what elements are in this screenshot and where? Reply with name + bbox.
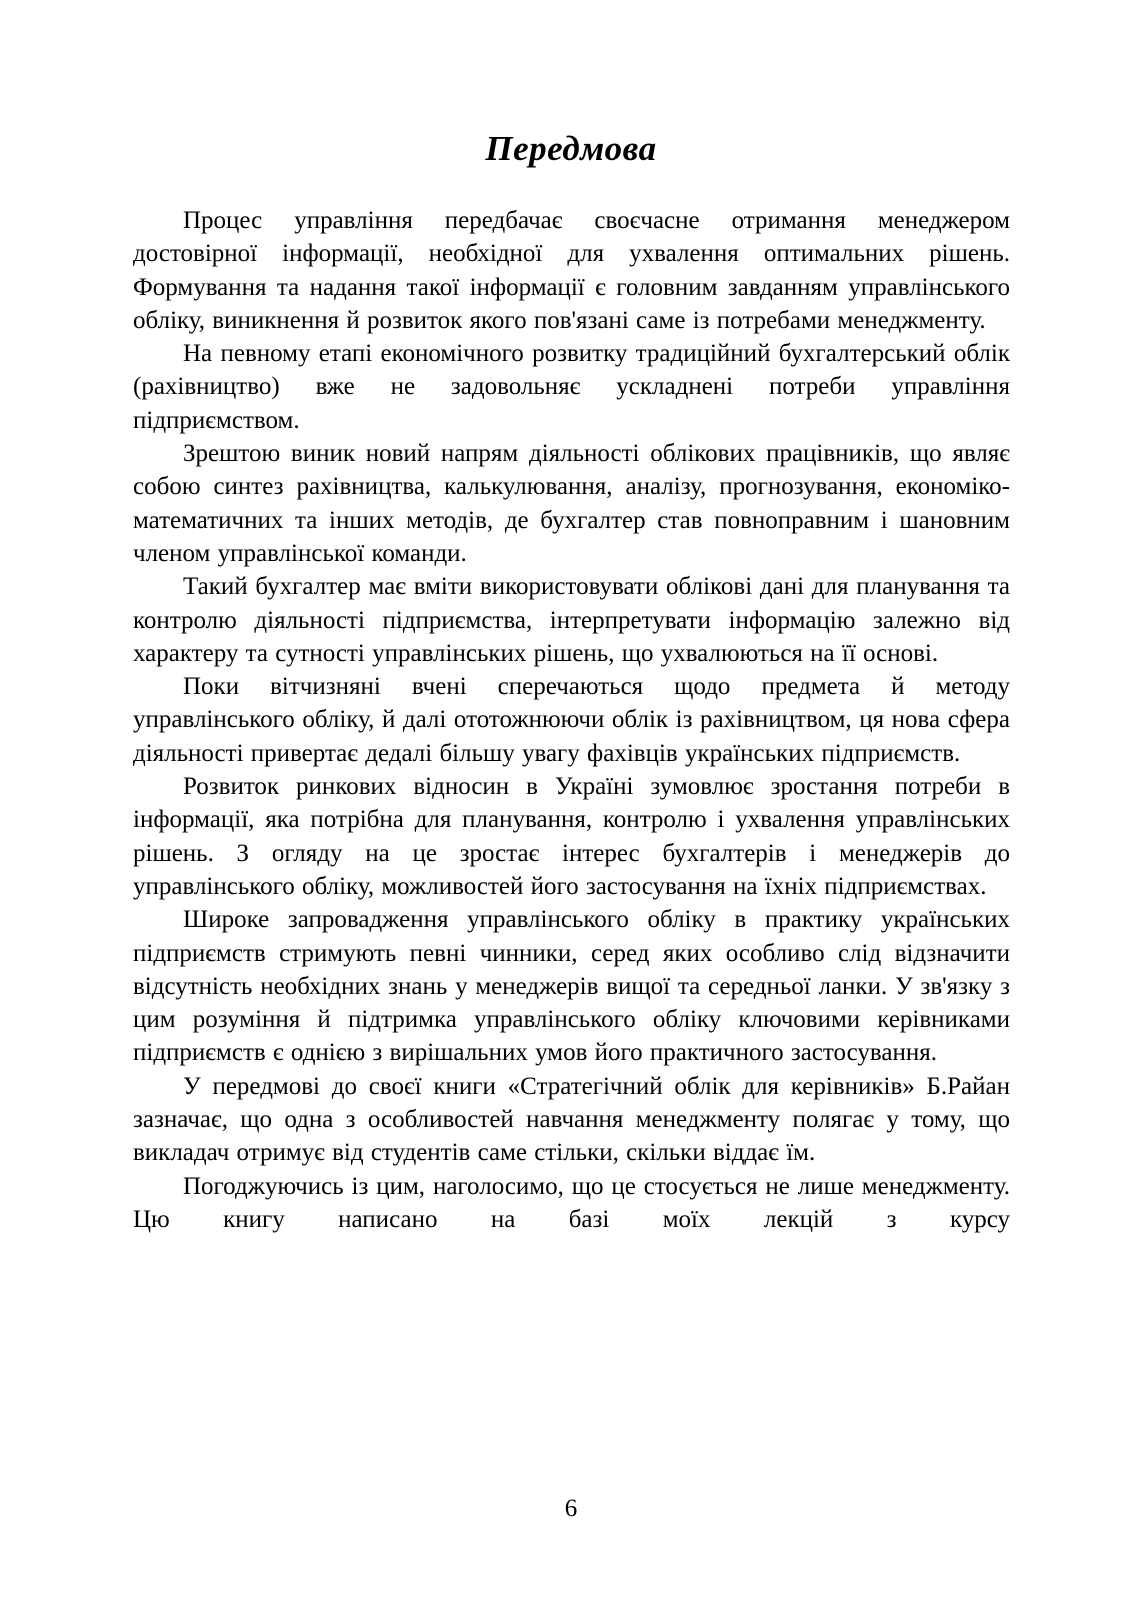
paragraph: Процес управління передбачає своєчасне отримання менеджером достовірної інформації, необхідної для ухвалення оптимальних рішень. Формування та надання такої інформації є головним завданням управлінського обліку, виникнення й розвиток якого пов'язані саме із потребами менеджменту.: [133, 207, 1010, 334]
paragraph: Такий бухгалтер має вміти використовувати облікові дані для планування та контролю діяльності підприємства, інтерпретувати інформацію залежно від характеру та сутності управлінських рішень, що ухвалюються на її основі.: [133, 573, 1010, 667]
paragraph: На певному етапі економічного розвитку традиційний бухгалтерський облік (рахівництво) вже не задовольняє ускладнені потреби управління підприємством.: [133, 340, 1010, 434]
paragraph: У передмові до своєї книги «Стратегічний облік для керівників» Б.Райан зазначає, що одна з особливостей навчання менеджменту полягає у тому, що викладач отримує від студентів саме стільки, скільки віддає їм.: [133, 1072, 1010, 1167]
body-text: [133, 204, 1010, 1236]
paragraph: Розвиток ринкових відносин в Україні зумовлює зростання потреби в інформації, яка потрібна для планування, контролю і ухвалення управлінських рішень. З огляду на це зростає інтерес бухгалтерів і менеджерів до управлінського обліку, можливостей його застосування на їхніх підприємствах.: [133, 773, 1010, 900]
paragraph: Зрештою виник новий напрям діяльності облікових працівників, що являє собою синтез рахівництва, калькулювання, аналізу, прогнозування, економіко-математичних та інших методів, де бухгалтер став повноправним і шановним членом управлінської команди.: [133, 440, 1010, 567]
page-number: 6: [564, 1495, 578, 1522]
paragraph: Широке запровадження управлінського обліку в практику українських підприємств стримують певні чинники, серед яких особливо слід відзначити відсутність необхідних знань у менеджерів вищої та середньої ланки. У зв'язку з цим розуміння й підтримка управлінського обліку ключовими керівниками підприємств є однією з вирішальних умов його практичного застосування.: [133, 906, 1010, 1067]
page-title: Передмова: [485, 129, 657, 168]
paragraph: Поки вітчизняні вчені сперечаються щодо предмета й методу управлінського обліку, й далі ототожнюючи облік із рахівництвом, ця нова сфера діяльності привертає дедалі більшу увагу фахівців українських підприємств.: [133, 673, 1010, 767]
paragraph: Погоджуючись із цим, наголосимо, що це стосується не лише менеджменту. Цю книгу написано на базі моїх лекцій з курсу: [133, 1172, 1010, 1233]
